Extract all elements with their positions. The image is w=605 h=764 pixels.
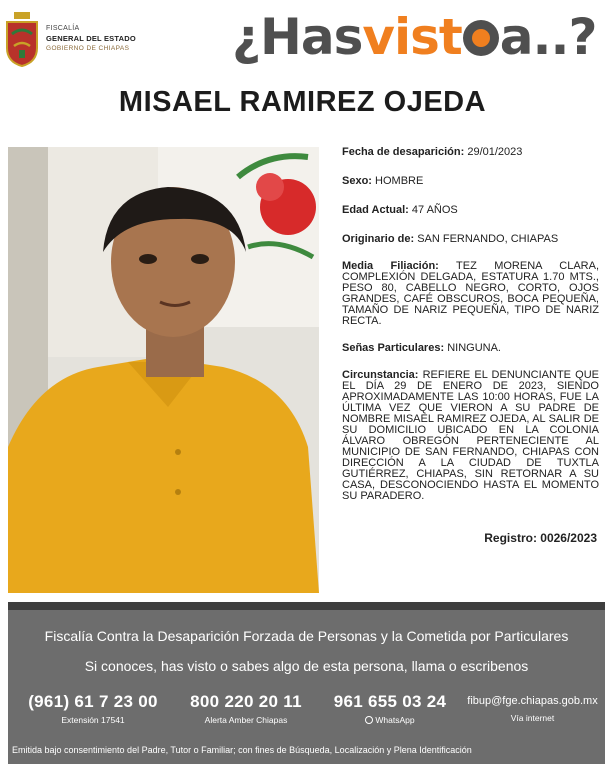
footer-stripe <box>8 602 605 610</box>
senas-label: Señas Particulares: <box>342 342 445 354</box>
brand-part-3: a..? <box>499 8 597 66</box>
detail-senas <box>342 343 599 354</box>
brand-part-2: vist <box>362 8 462 66</box>
agency-line-2: GENERAL DEL ESTADO <box>46 34 136 43</box>
agency-line-1: FISCALÍA <box>46 25 80 32</box>
contact-whatsapp-label: WhatsApp <box>375 715 415 725</box>
missing-person-name: MISAEL RAMIREZ OJEDA <box>118 86 487 118</box>
missing-person-photo <box>8 147 319 593</box>
state-seal-logo <box>4 10 40 68</box>
detail-fecha <box>342 147 599 158</box>
media-label: Media Filiación: <box>342 260 439 272</box>
consent-notice: Emitida bajo consentimiento del Padre, Tutor o Familiar; con fines de Búsqueda, Localización y Plena Identificación <box>12 745 472 755</box>
contact-whatsapp[interactable] <box>320 692 460 725</box>
contact-amber-alert[interactable] <box>172 692 320 725</box>
campaign-brand <box>232 6 597 68</box>
agency-line-3: GOBIERNO DE CHIAPAS <box>46 45 130 52</box>
detail-originario <box>342 234 599 245</box>
contact-email-label: Vía internet <box>510 713 555 723</box>
contact-phone-number[interactable]: (961) 61 7 23 00 <box>28 692 158 711</box>
contact-footer <box>8 610 605 764</box>
person-details <box>342 147 599 513</box>
contact-phone[interactable] <box>18 692 168 725</box>
media-value: TEZ MORENA CLARA, COMPLEXIÓN DELGADA, ESTATURA 1.70 MTS., PESO 80, CABELLO NEGRO, CORTO, OJOS GRANDES, CAFÉ OBSCUROS, BOCA PEQUEÑA, TAMAÑO DE NARIZ PEQUEÑA, TIPO DE NARIZ RECTA. <box>342 260 600 327</box>
edad-label: Edad Actual: <box>342 204 409 216</box>
circ-label: Circunstancia: <box>342 369 419 381</box>
edad-value: 47 AÑOS <box>411 204 458 216</box>
contact-whatsapp-label-row <box>320 715 460 725</box>
sexo-label: Sexo: <box>342 175 372 187</box>
fecha-label: Fecha de desaparición: <box>342 146 465 158</box>
detail-edad <box>342 205 599 216</box>
circ-value: REFIERE EL DENUNCIANTE QUE EL DÍA 29 DE ENERO DE 2023, SIENDO APROXIMADAMENTE LAS 10:00 HORAS, FUE LA ÚLTIMA VEZ QUE VIERON A SU PADRE DE NOMBRE MISAEL RAMIREZ OJEDA, AL SALIR DE SU DOMICILIO UBICADO EN LA COLONIA ÁLVARO OBREGÓN PERTENECIENTE AL MUNICIPIO DE SAN FERNANDO, CHIAPAS CON DIRECCIÓN A LA CIUDAD DE TUXTLA GUTIÉRREZ, CHIAPAS, SIN RETORNAR A SU CASA, DESCONOCIENDO HASTA EL MOMENTO SU PARADERO. <box>342 369 599 502</box>
eye-icon <box>463 20 499 56</box>
whatsapp-icon <box>365 716 373 724</box>
contact-email-address[interactable]: fibup@fge.chiapas.gob.mx <box>467 695 598 707</box>
agency-name <box>46 24 136 54</box>
contact-whatsapp-number[interactable]: 961 655 03 24 <box>333 692 447 711</box>
fecha-value: 29/01/2023 <box>467 146 523 158</box>
senas-value: NINGUNA. <box>447 342 501 354</box>
originario-label: Originario de: <box>342 233 415 245</box>
contact-email[interactable] <box>460 692 605 723</box>
footer-agency: Fiscalía Contra la Desaparición Forzada de Personas y la Cometida por Particulares <box>44 628 569 644</box>
detail-media-filiacion <box>342 261 599 327</box>
contact-amber-number[interactable]: 800 220 20 11 <box>190 692 302 711</box>
originario-value: SAN FERNANDO, CHIAPAS <box>417 233 559 245</box>
detail-sexo <box>342 176 599 187</box>
contact-phone-label: Extensión 17541 <box>61 715 125 725</box>
detail-circunstancia <box>342 370 599 502</box>
contact-amber-label: Alerta Amber Chiapas <box>204 715 288 725</box>
registro-number: Registro: 0026/2023 <box>484 531 597 545</box>
sexo-value: HOMBRE <box>375 175 424 187</box>
footer-call-to-action: Si conoces, has visto o sabes algo de esta persona, llama o escribenos <box>84 658 529 674</box>
header <box>0 0 605 80</box>
brand-part-1: ¿Has <box>232 8 363 66</box>
